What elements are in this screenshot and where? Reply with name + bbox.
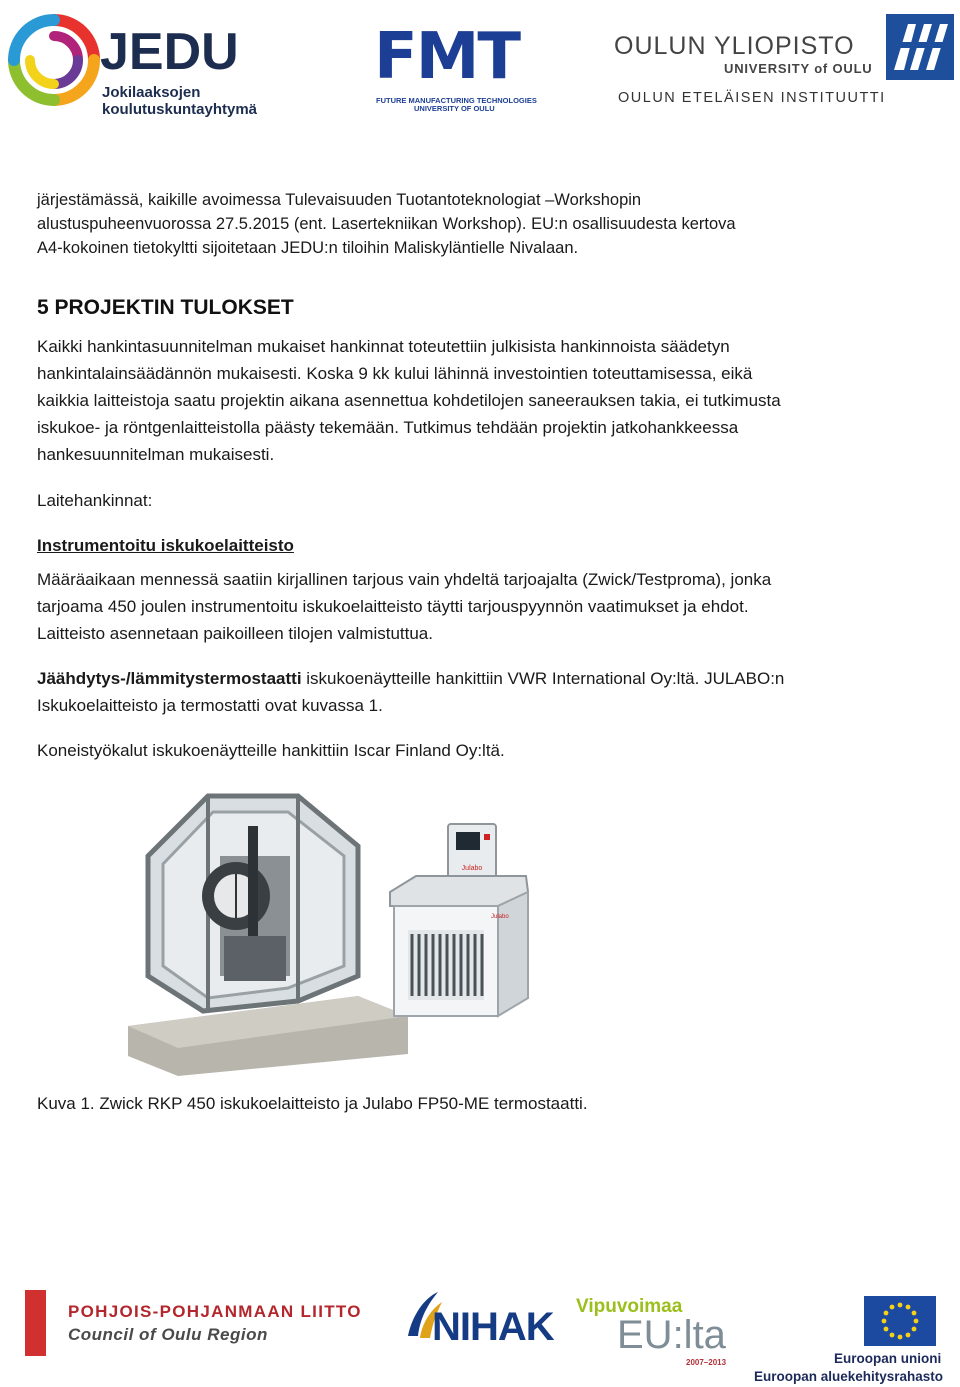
oulu-emblem-icon	[886, 14, 954, 80]
nihak-title: NIHAK	[432, 1305, 554, 1349]
instrument-line-1: Määräaikaan mennessä saatiin kirjallinen tarjous vain yhdeltä tarjoajalta (Zwick/Testproma), jonka	[37, 570, 772, 589]
fmt-subtitle-1: FUTURE MANUFACTURING TECHNOLOGIES	[376, 96, 537, 105]
intro-line-2: alustuspuheenvuorossa 27.5.2015 (ent. Lasertekniikan Workshop). EU:n osallisuudesta kertova	[37, 215, 736, 233]
results-line-4: iskukoe- ja röntgenlaitteistolla päästy tekemään. Tutkimus tehdään projektin jatkohankkeessa	[37, 418, 739, 437]
thermostat-image	[386, 820, 531, 1020]
jedu-title: JEDU	[100, 23, 239, 81]
results-line-1: Kaikki hankintasuunnitelman mukaiset hankinnat toteutettiin julkisista hankinnoista säädetyn	[37, 337, 730, 356]
fmt-title: FMT	[374, 20, 520, 94]
thermostat-bold: Jäähdytys-/lämmitystermostaatti	[37, 669, 302, 688]
thermostat-line-2: Iskukoelaitteisto ja termostatti ovat kuvassa 1.	[37, 696, 383, 715]
acquisitions-label: Laitehankinnat:	[37, 491, 153, 510]
vipuvoimaa-title: Vipuvoimaa	[576, 1296, 683, 1317]
thermostat-rest: iskukoenäytteille hankittiin VWR International Oy:ltä. JULABO:n	[301, 669, 785, 688]
intro-line-1: järjestämässä, kaikille avoimessa Tulevaisuuden Tuotantoteknologiat –Workshopin	[37, 191, 642, 209]
figure-caption: Kuva 1. Zwick RKP 450 iskukoelaitteisto ja Julabo FP50-ME termostaatti.	[37, 1094, 588, 1113]
results-line-5: hankesuunnitelman mukaisesti.	[37, 445, 275, 464]
oulu-subtitle: UNIVERSITY of OULU	[724, 61, 873, 76]
thermostat-body-brand: Julabo	[491, 914, 509, 920]
jedu-subtitle-1: Jokilaaksojen	[102, 84, 201, 101]
eu-flag-icon	[864, 1296, 936, 1346]
ppl-red-bar	[25, 1290, 46, 1356]
eu-union-label: Euroopan unioni	[834, 1351, 942, 1366]
ppl-subtitle: Council of Oulu Region	[68, 1325, 268, 1344]
instrument-heading: Instrumentoitu iskukoelaitteisto	[37, 536, 294, 555]
intro-line-3: A4-kokoinen tietokyltti sijoitetaan JEDU:n tiloihin Maliskyläntielle Nivalaan.	[37, 239, 579, 257]
eulta-years: 2007–2013	[686, 1358, 727, 1367]
eu-fund-label: Euroopan aluekehitysrahasto	[754, 1369, 944, 1384]
oulu-title: OULUN YLIOPISTO	[614, 32, 855, 60]
section-heading: 5 PROJEKTIN TULOKSET	[37, 296, 294, 319]
impact-tester-image	[108, 786, 428, 1076]
results-line-2: hankintalainsäädännön mukaisesti. Koska 9 kk kului lähinnä investointien toteuttamisessa, eikä	[37, 364, 753, 383]
thermostat-line-1	[37, 665, 784, 692]
eulta-title: EU:lta	[617, 1313, 726, 1357]
oulu-institute: OULUN ETELÄISEN INSTITUUTTI	[618, 90, 886, 106]
tools-line: Koneistyökalut iskukoenäytteille hankittiin Iscar Finland Oy:ltä.	[37, 741, 505, 760]
fmt-subtitle-2: UNIVERSITY OF OULU	[414, 104, 495, 113]
jedu-logo-mark	[6, 12, 102, 108]
instrument-line-2: tarjoama 450 joulen instrumentoitu iskukoelaitteisto täytti tarjouspyynnön vaatimukset ja ehdot.	[37, 597, 749, 616]
ppl-title: POHJOIS-POHJANMAAN LIITTO	[68, 1302, 362, 1321]
instrument-line-3: Laitteisto asennetaan paikoilleen tilojen valmistuttua.	[37, 624, 433, 643]
thermostat-head-brand: Julabo	[461, 865, 483, 872]
jedu-subtitle-2: koulutuskuntayhtymä	[102, 101, 258, 118]
results-line-3: kaikkia laitteistoja saatu projektin aikana asennettua kohdetilojen saneerauksen takia, ei tutkimusta	[37, 391, 781, 410]
